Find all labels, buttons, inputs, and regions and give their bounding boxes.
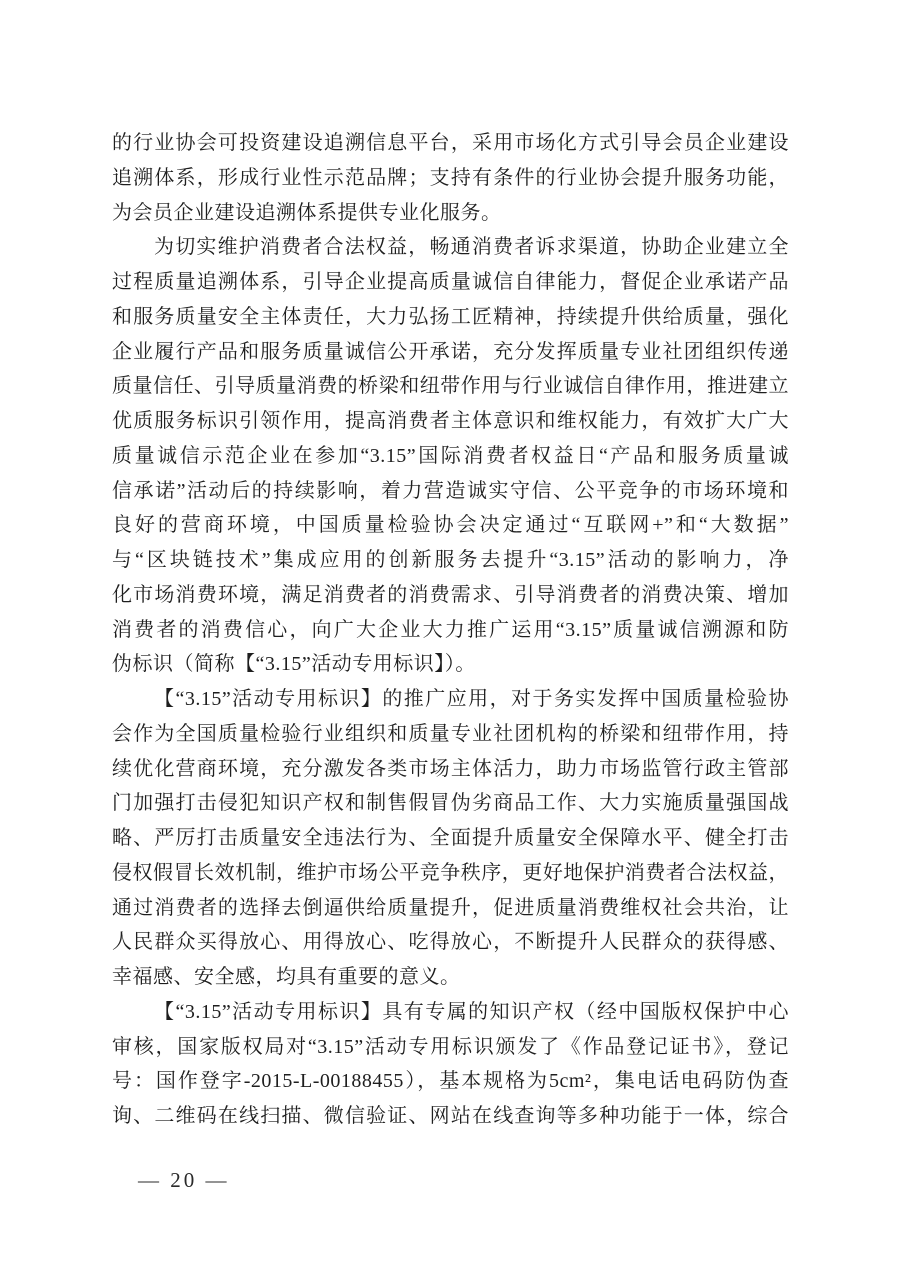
text-line: 询、二维码在线扫描、微信验证、网站在线查询等多种功能于一体，综合 <box>112 1105 789 1127</box>
text-line: 幸福感、安全感，均具有重要的意义。 <box>112 966 461 988</box>
text-line: 门加强打击侵犯知识产权和制售假冒伪劣商品工作、大力实施质量强国战 <box>112 792 789 815</box>
text-line: 【“3.15”活动专用标识】的推广应用，对于务实发挥中国质量检验协 <box>154 688 789 710</box>
paragraph <box>112 682 789 995</box>
text-line: 化市场消费环境，满足消费者的消费需求、引导消费者的消费决策、增加 <box>112 583 789 606</box>
text-line: 伪标识（简称【“3.15”活动专用标识】）。 <box>112 653 476 676</box>
text-line: 号：国作登字-2015-L-00188455），基本规格为5cm²，集电话电码防伪查 <box>112 1070 789 1093</box>
text-line: 侵权假冒长效机制，维护市场公平竞争秩序，更好地保护消费者合法权益， <box>112 861 789 884</box>
text-line: 与“区块链技术”集成应用的创新服务去提升“3.15”活动的影响力，净 <box>112 549 789 571</box>
text-line: 审核，国家版权局对“3.15”活动专用标识颁发了《作品登记证书》，登记 <box>112 1035 789 1058</box>
text-line: 和服务质量安全主体责任，大力弘扬工匠精神，持续提升供给质量，强化 <box>112 305 789 328</box>
text-line: 通过消费者的选择去倒逼供给质量提升，促进质量消费维权社会共治，让 <box>112 896 789 919</box>
text-line: 为会员企业建设追溯体系提供专业化服务。 <box>112 201 502 224</box>
text-line: 企业履行产品和服务质量诚信公开承诺，充分发挥质量专业社团组织传递 <box>112 340 789 363</box>
text-line: 消费者的消费信心，向广大企业大力推广运用“3.15”质量诚信溯源和防 <box>112 618 789 641</box>
paragraph <box>112 995 789 1134</box>
paragraph <box>112 126 789 230</box>
page-number: — 20 — <box>138 1168 230 1192</box>
text-line: 追溯体系，形成行业性示范品牌；支持有条件的行业协会提升服务功能， <box>112 166 789 189</box>
text-line: 质量诚信示范企业在参加“3.15”国际消费者权益日“产品和服务质量诚 <box>112 444 789 467</box>
paragraph <box>112 230 789 682</box>
text-line: 过程质量追溯体系，引导企业提高质量诚信自律能力，督促企业承诺产品 <box>112 271 789 293</box>
text-line: 会作为全国质量检验行业组织和质量专业社团机构的桥梁和纽带作用，持 <box>112 722 789 745</box>
text-line: 略、严厉打击质量安全违法行为、全面提升质量安全保障水平、健全打击 <box>112 827 789 849</box>
text-line: 优质服务标识引领作用，提高消费者主体意识和维权能力，有效扩大广大 <box>112 410 789 432</box>
text-line: 的行业协会可投资建设追溯信息平台，采用市场化方式引导会员企业建设 <box>112 132 789 154</box>
text-line: 人民群众买得放心、用得放心、吃得放心，不断提升人民群众的获得感、 <box>112 931 789 954</box>
text-line: 续优化营商环境，充分激发各类市场主体活力，助力市场监管行政主管部 <box>112 757 789 780</box>
text-line: 质量信任、引导质量消费的桥梁和纽带作用与行业诚信自律作用，推进建立 <box>112 375 789 398</box>
text-line: 信承诺”活动后的持续影响，着力营造诚实守信、公平竞争的市场环境和 <box>112 479 789 502</box>
text-line: 为切实维护消费者合法权益，畅通消费者诉求渠道，协助企业建立全 <box>154 236 789 259</box>
text-line: 【“3.15”活动专用标识】具有专属的知识产权（经中国版权保护中心 <box>154 1000 789 1023</box>
text-block <box>112 126 789 1134</box>
text-line: 良好的营商环境，中国质量检验协会决定通过“互联网+”和“大数据” <box>112 514 789 537</box>
